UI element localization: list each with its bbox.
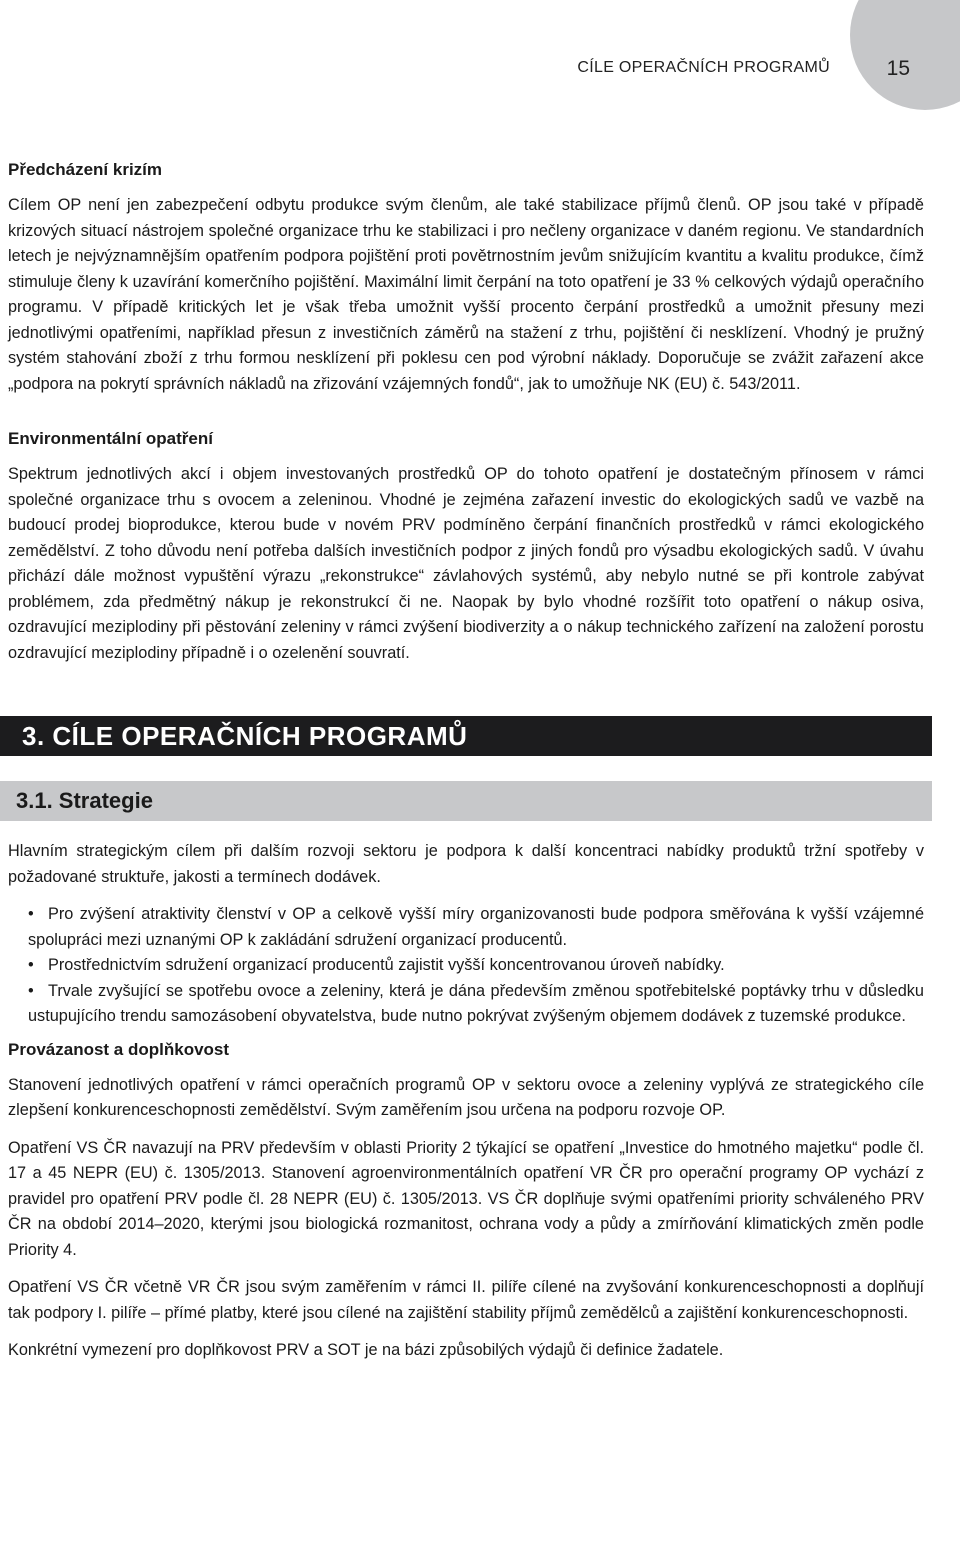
running-header-title: CÍLE OPERAČNÍCH PROGRAMŮ: [577, 59, 830, 76]
bullet-icon: •: [28, 905, 34, 923]
list-item: [8, 902, 924, 953]
page-number: 15: [886, 57, 910, 80]
bullet-text: Pro zvýšení atraktivity členství v OP a celkově vyšší míry organizovanosti bude podpora směřována k vyšší vzájemné spolupráci mezi uznanými OP k zakládání sdružení organizací producentů.: [28, 905, 924, 949]
paragraph-complementarity-4: Konkrétní vymezení pro doplňkovost PRV a SOT je na bázi způsobilých výdajů či definice žadatele.: [8, 1341, 724, 1359]
list-item: [8, 953, 924, 979]
chapter-title-bar: 3. CÍLE OPERAČNÍCH PROGRAMŮ: [0, 716, 932, 756]
list-item: [8, 979, 924, 1030]
bullet-text: Prostřednictvím sdružení organizací producentů zajistit vyšší koncentrovanou úroveň nabídky.: [48, 956, 725, 974]
paragraph-strategy-intro: Hlavním strategickým cílem při dalším rozvoji sektoru je podpora k další koncentraci nabídky produktů tržní spotřeby v požadované struktuře, jakosti a termínech dodávek.: [8, 842, 924, 886]
paragraph-complementarity-2: Opatření VS ČR navazují na PRV především v oblasti Priority 2 týkající se opatření „Investice do hmotného majetku“ podle čl. 17 a 45 NEPR (EU) č. 1305/2013. Stanovení agroenvironmentálních opatření VR ČR pro operační programy OP vychází z pravidel pro opatření PRV podle čl. 28 NEPR (EU) č. 1305/2013. VS ČR doplňuje svými opatřeními priority schváleného PRV ČR na období 2014–2020, kterými jsou biologická rozmanitost, ochrana vody a půdy a zmírňování klimatických změn podle Priority 4.: [8, 1138, 924, 1259]
paragraph-crisis-prevention: Cílem OP není jen zabezpečení odbytu produkce svým členům, ale také stabilizace příjmů členů. OP jsou také v případě krizových situací nástrojem společné organizace trhu ke stabilizaci i pro nečleny organizace v daném regionu. Ve standardních letech je nejvýznamnějším opatřením podpora pojištění proti povětrnostním jevům snižujícím kvantitu a kvalitu produkce, čímž stimuluje členy k uzavírání komerčního pojištění. Maximální limit čerpání na toto opatření je 33 % celkových výdajů operačního programu. V případě kritických let je však třeba umožnit vyšší procento čerpání prostředků a umožnit přesuny mezi jednotlivými opatřeními, například přesun z investičních záměrů na stažení z trhu, pojištění či nesklízení. Vhodný je pružný systém stahování zboží z trhu formou nesklízení při poklesu cen pod výrobní náklady. Doporučuje se zvážit zařazení akce „podpora na pokrytí správních nákladů na zřizování vzájemných fondů“, jak to umožňuje NK (EU) č. 543/2011.: [8, 196, 924, 393]
heading-crisis-prevention: Předcházení krizím: [8, 160, 163, 179]
section-title-bar: 3.1. Strategie: [0, 781, 932, 821]
heading-complementarity: Provázanost a doplňkovost: [8, 1039, 230, 1059]
paragraph-environmental-measures: Spektrum jednotlivých akcí i objem investovaných prostředků OP do tohoto opatření je dostatečným přínosem v rámci společné organizace trhu s ovocem a zeleninou. Vhodné je zejména zařazení investic do ekologických sadů ve vazbě na budoucí prodej bioprodukce, kterou bude v novém PRV podmíněno čerpání finančních prostředků v rámci ekologického zemědělství. Z toho důvodu není potřeba dalších investičních podpor z jiných fondů pro výsadbu ekologických sadů. V úvahu přichází dále možnost vypuštění výrazu „rekonstrukce“ závlahových systémů, aby nebylo nutné se při kontrole zabývat problémem, zda předmětný nákup je rekonstrukcí či ne. Naopak by bylo vhodné rozšířit toto opatření o nákup osiva, ozdravující meziplodiny při pěstování zeleniny v rámci zvýšení biodiverzity a o nákup technického zařízení na založení porostu ozdravující meziplodiny případně i o ozelenění souvratí.: [8, 465, 924, 662]
paragraph-complementarity-1: Stanovení jednotlivých opatření v rámci operačních programů OP v sektoru ovoce a zeleniny vyplývá ze strategického cíle zlepšení konkurenceschopnosti zemědělství. Svým zaměřením jsou určena na podporu rozvoje OP.: [8, 1075, 924, 1119]
heading-environmental-measures: Environmentální opatření: [8, 429, 213, 448]
page-corner-tab: [850, 0, 960, 110]
bullet-text: Trvale zvyšující se spotřebu ovoce a zeleniny, která je dána především změnou spotřebitelské poptávky trhu v důsledku ustupujícího trendu samozásobení obyvatelstva, bude nutno pokrývat zvýšeným objemem dodávek z tuzemské produkce.: [28, 981, 924, 1025]
strategy-bullet-list: [8, 902, 924, 1030]
paragraph-complementarity-3: Opatření VS ČR včetně VR ČR jsou svým zaměřením v rámci II. pilíře cílené na zvyšování konkurenceschopnosti a doplňují tak podpory I. pilíře – přímé platby, které jsou cílené na zajištění stability příjmů zemědělců a zajištění konkurenceschopnosti.: [8, 1278, 924, 1322]
bullet-icon: •: [28, 981, 34, 1000]
page-content: [8, 158, 924, 1364]
bullet-icon: •: [28, 956, 34, 974]
